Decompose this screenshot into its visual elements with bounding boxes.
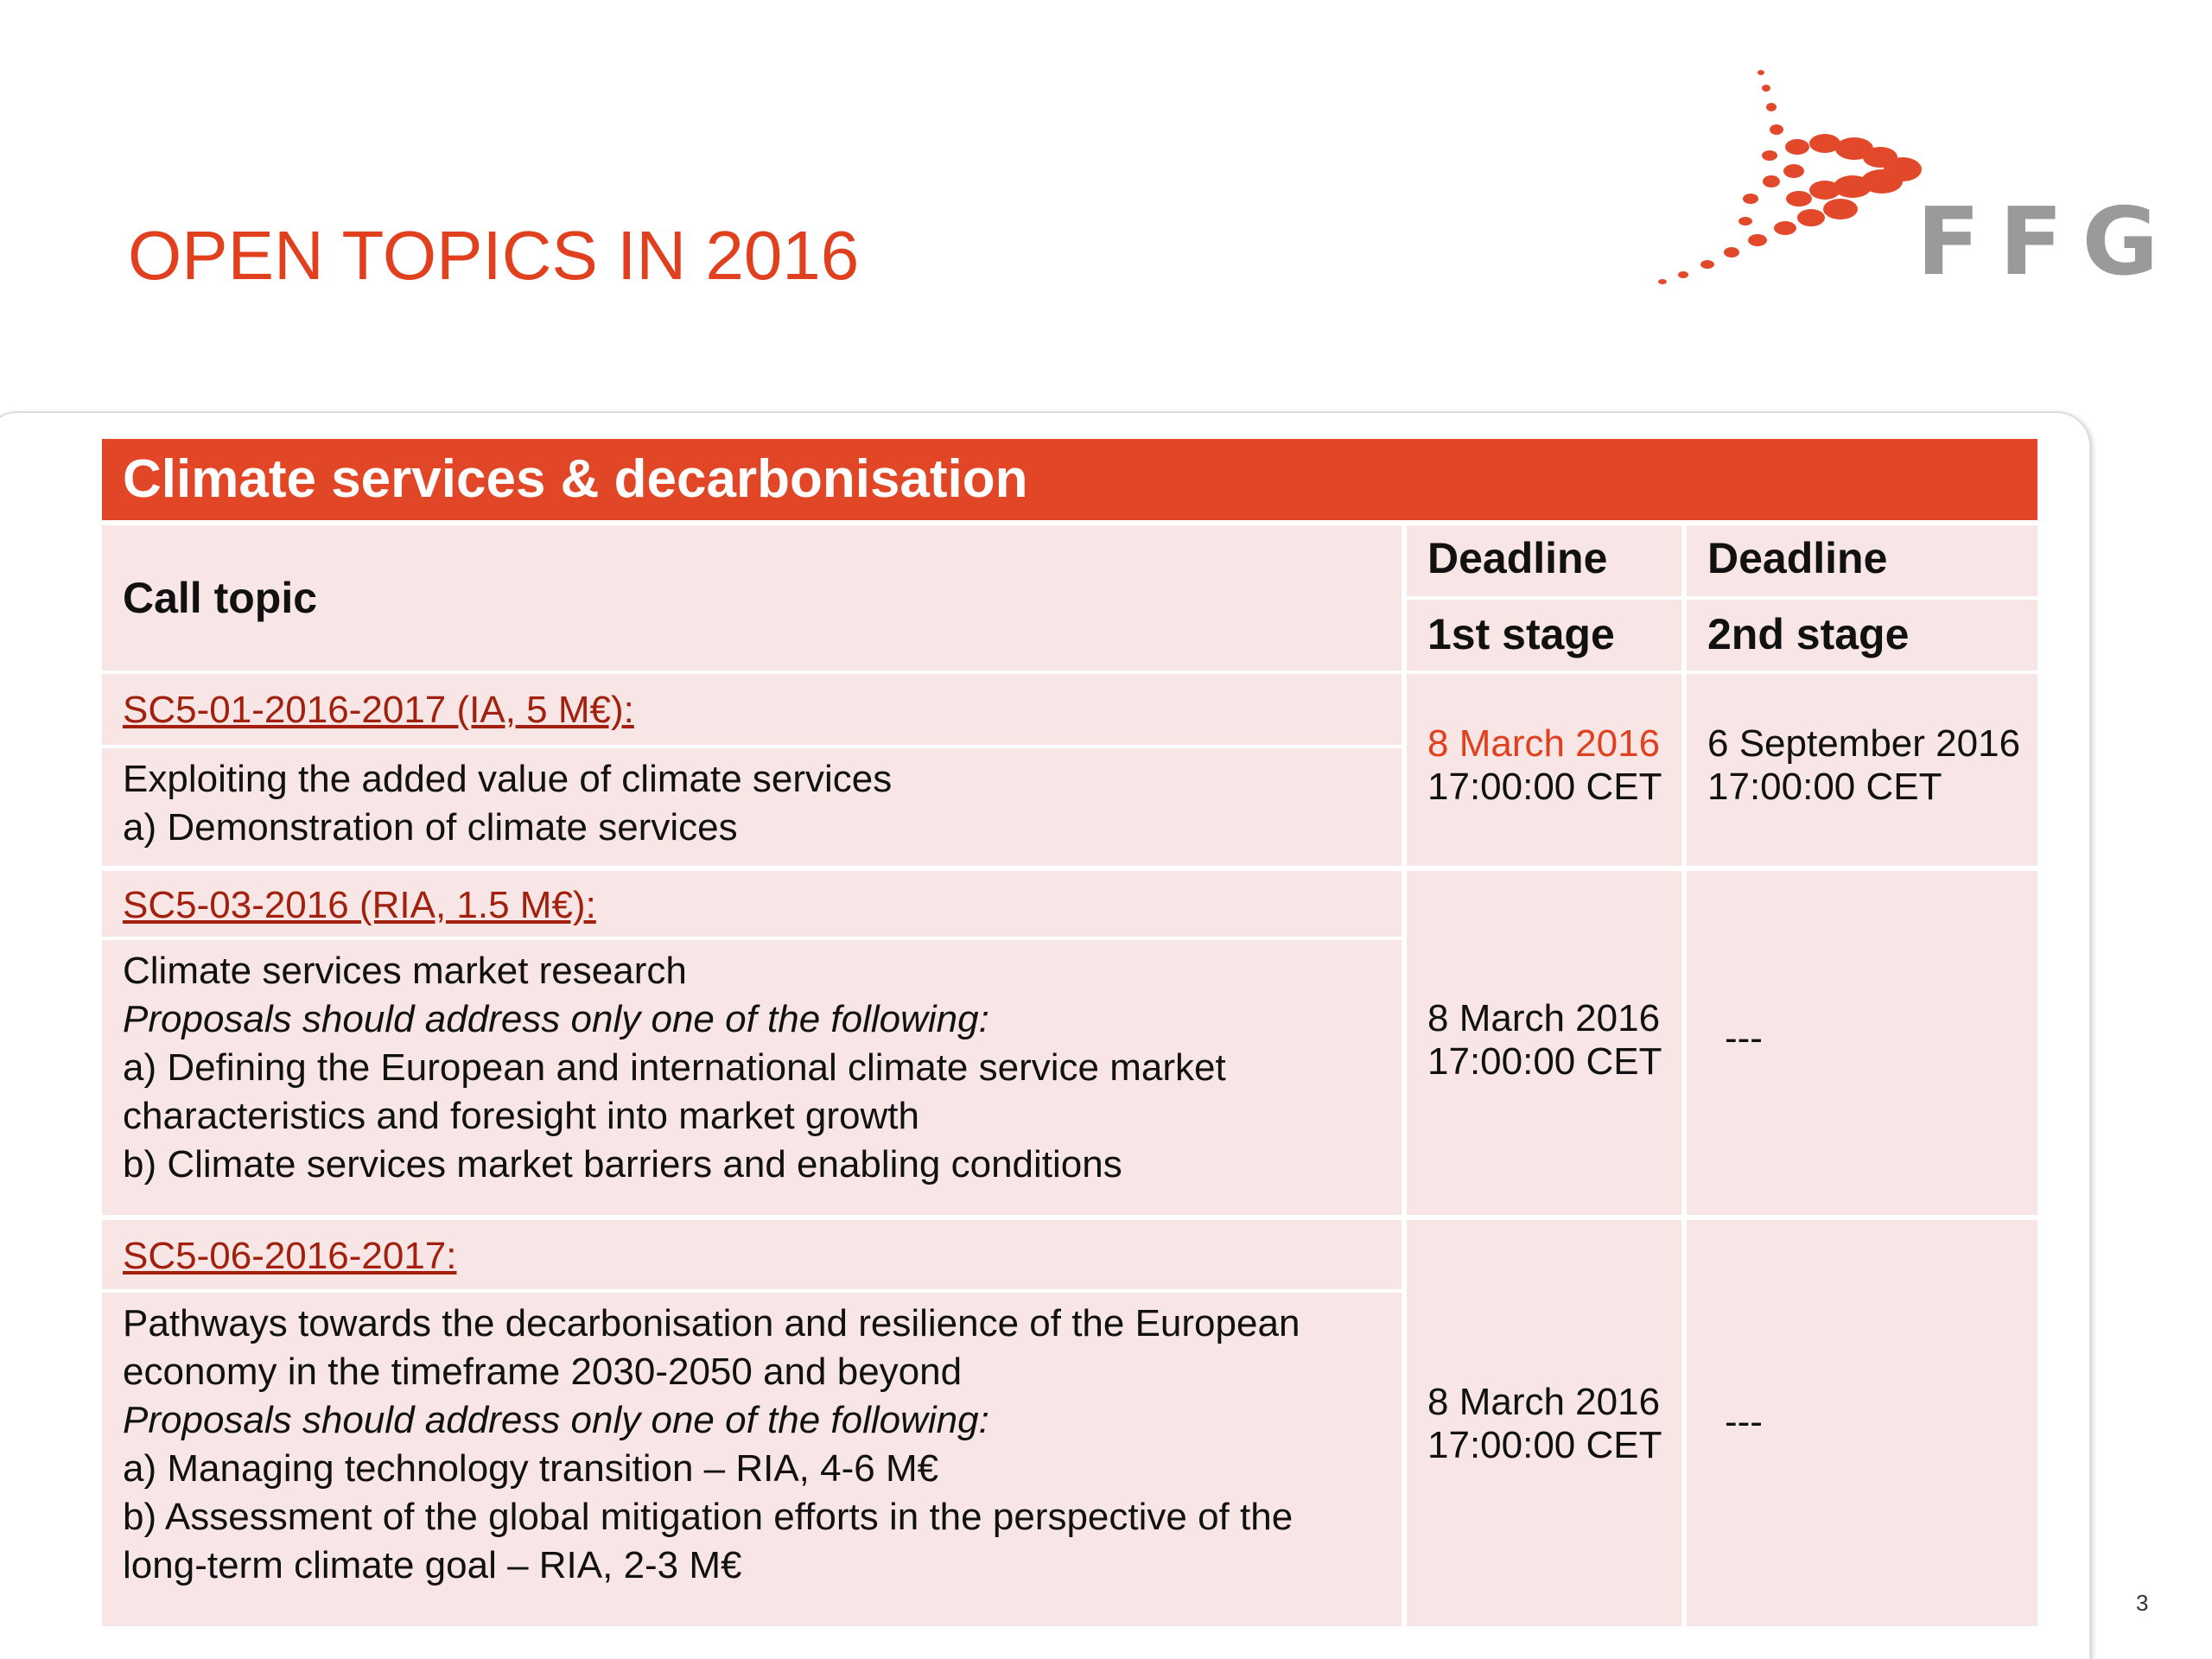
row2-line: characteristics and foresight into market growth	[123, 1095, 919, 1137]
header-deadline1-line1: Deadline	[1407, 525, 1681, 596]
header-call-topic	[102, 525, 1402, 671]
section-header: Climate services & decarbonisation	[102, 439, 2037, 520]
row3-line: Pathways towards the decarbonisation and resilience of the European	[123, 1302, 1300, 1344]
row1-description-cell	[102, 748, 1402, 866]
ffg-logo-text: FFG	[1916, 188, 2178, 296]
row3-description-cell	[102, 1293, 1402, 1626]
row2-code-cell	[102, 871, 1402, 937]
header-deadline2-line2: 2nd stage	[1687, 600, 2037, 671]
slide-title: OPEN TOPICS IN 2016	[128, 217, 860, 294]
row3-topic-link[interactable]: SC5-06-2016-2017:	[123, 1235, 457, 1277]
row2-line: b) Climate services market barriers and enabling conditions	[123, 1143, 1122, 1185]
row3-code-cell	[102, 1220, 1402, 1289]
header-deadline2-line1: Deadline	[1687, 525, 2037, 596]
row3-deadline2-value: ---	[1725, 1401, 1763, 1443]
row2-deadline2-value: ---	[1725, 1017, 1763, 1059]
row1-line: Exploiting the added value of climate services	[123, 758, 893, 800]
row2-deadline1-time: 17:00:00 CET	[1427, 1040, 1662, 1083]
row3-line: Proposals should address only one of the following:	[123, 1399, 989, 1441]
page-number: 3	[2136, 1590, 2149, 1616]
row1-deadline1-time: 17:00:00 CET	[1427, 766, 1662, 808]
row3-line: b) Assessment of the global mitigation efforts in the perspective of the	[123, 1496, 1294, 1538]
row3-deadline1-cell	[1407, 1220, 1681, 1626]
row2-line: Climate services market research	[123, 950, 687, 992]
row1-deadline1-cell	[1407, 674, 1681, 866]
row1-topic-link[interactable]: SC5-01-2016-2017 (IA, 5 M€):	[123, 689, 634, 731]
row2-description-cell	[102, 940, 1402, 1215]
row3-deadline2-cell	[1687, 1220, 2037, 1626]
row2-deadline1-cell	[1407, 871, 1681, 1215]
row2-deadline2-cell	[1687, 871, 2037, 1215]
row3-deadline1-date: 8 March 2016	[1427, 1381, 1661, 1423]
row2-deadline1-date: 8 March 2016	[1427, 997, 1661, 1039]
row1-code-cell	[102, 674, 1402, 745]
row3-line: economy in the timeframe 2030-2050 and beyond	[123, 1351, 963, 1393]
row1-deadline1-date: 8 March 2016	[1427, 722, 1661, 765]
row3-line: a) Managing technology transition – RIA, 4-6 M€	[123, 1447, 939, 1490]
row1-deadline2-cell	[1687, 674, 2037, 866]
row2-line: a) Defining the European and international climate service market	[123, 1046, 1226, 1089]
row1-deadline2-time: 17:00:00 CET	[1707, 766, 1942, 808]
row1-deadline2-date: 6 September 2016	[1707, 722, 2021, 765]
header-call-topic-label: Call topic	[123, 574, 318, 622]
row2-topic-link[interactable]: SC5-03-2016 (RIA, 1.5 M€):	[123, 884, 596, 926]
row3-line: long-term climate goal – RIA, 2-3 M€	[123, 1544, 742, 1586]
row2-line: Proposals should address only one of the following:	[123, 998, 989, 1040]
row1-line: a) Demonstration of climate services	[123, 806, 738, 849]
row3-deadline1-time: 17:00:00 CET	[1427, 1424, 1662, 1466]
header-deadline1-line2: 1st stage	[1407, 600, 1681, 671]
